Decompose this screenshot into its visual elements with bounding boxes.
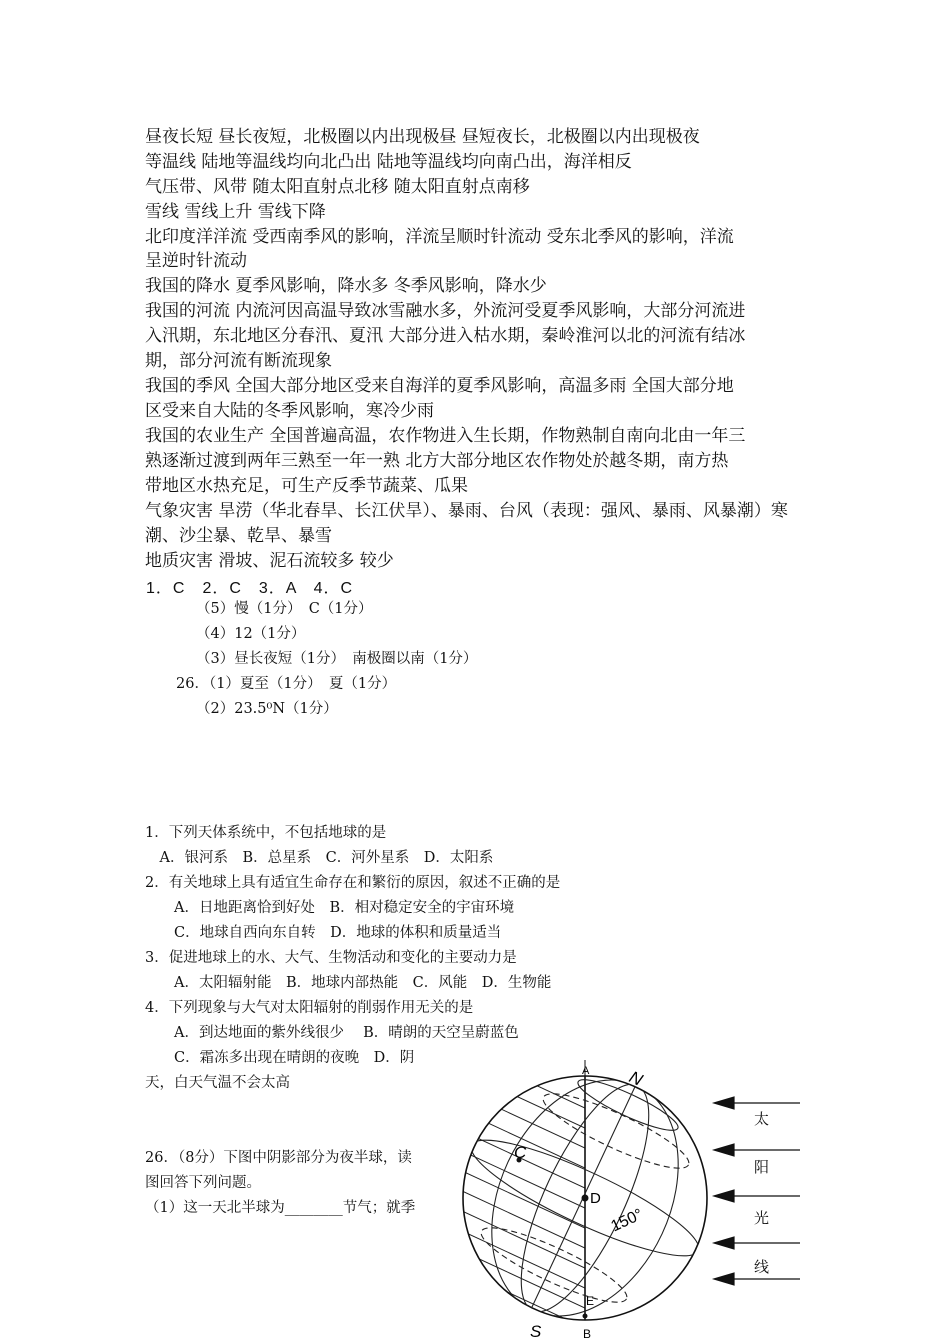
mc-answers: 1．C 2．C 3．A 4．C (146, 580, 354, 597)
label-a: A (582, 1065, 590, 1077)
question-line: 2．有关地球上具有适宜生命存在和繁衍的原因，叙述不正确的是 (145, 875, 561, 891)
question-line: C．霜冻多出现在晴朗的夜晚 D．阴 (145, 1050, 415, 1066)
sunlight-char: 线 (754, 1258, 770, 1276)
summary-line: 我国的降水 夏季风影响，降水多 冬季风影响，降水少 (145, 276, 547, 296)
label-n: N (626, 1067, 646, 1090)
answer-line: （4）12（1分） (196, 626, 306, 642)
label-s: S (530, 1322, 542, 1341)
summary-line: 地质灾害 滑坡、泥石流较多 较少 (145, 551, 394, 571)
night-hemisphere-hatching (460, 1060, 600, 1344)
question-line: C．地球自西向东自转 D．地球的体积和质量适当 (145, 925, 502, 941)
summary-line: 带地区水热充足，可生产反季节蔬菜、瓜果 (145, 476, 468, 496)
answer-line: （5）慢（1分） C（1分） (196, 601, 373, 617)
summary-line: 我国的河流 内流河因高温导致冰雪融水多，外流河受夏季风影响，大部分河流进 (145, 301, 746, 321)
question-line: 3．促进地球上的水、大气、生物活动和变化的主要动力是 (145, 950, 517, 966)
summary-line: 北印度洋洋流 受西南季风的影响，洋流呈顺时针流动 受东北季风的影响，洋流 (145, 227, 734, 247)
earth-illumination-diagram (455, 1060, 815, 1344)
summary-line: 入汛期，东北地区分春汛、夏汛 大部分进入枯水期，秦岭淮河以北的河流有结冰 (145, 326, 746, 346)
label-c: C (514, 1143, 527, 1162)
summary-line: 气压带、风带 随太阳直射点北移 随太阳直射点南移 (145, 177, 530, 197)
label-b: B (583, 1327, 592, 1341)
answer-line: （2）23.5⁰N（1分） (196, 701, 338, 717)
summary-line: 熟逐渐过渡到两年三熟至一年一熟 北方大部分地区农作物处於越冬期，南方热 (145, 451, 729, 471)
label-d: D (590, 1190, 601, 1207)
summary-line: 等温线 陆地等温线均向北凸出 陆地等温线均向南凸出，海洋相反 (145, 152, 632, 172)
sunlight-char: 光 (754, 1209, 770, 1227)
question-line: A．银河系 B．总星系 C．河外星系 D．太阳系 (145, 850, 494, 866)
sunlight-char: 太 (754, 1110, 770, 1128)
summary-line: 雪线 雪线上升 雪线下降 (145, 202, 326, 222)
summary-line: 区受来自大陆的冬季风影响，寒冷少雨 (145, 401, 434, 421)
label-e: E (586, 1294, 595, 1308)
question-line: A．太阳辐射能 B．地球内部热能 C．风能 D．生物能 (145, 975, 552, 991)
sunlight-char: 阳 (754, 1158, 770, 1176)
question-line: A．到达地面的紫外线很少 B．晴朗的天空呈蔚蓝色 (145, 1025, 519, 1041)
summary-line: 潮、沙尘暴、乾旱、暴雪 (145, 526, 332, 546)
answer-line: （3）昼长夜短（1分） 南极圈以南（1分） (196, 651, 478, 667)
answer-line: 26．（1）夏至（1分） 夏（1分） (176, 676, 397, 692)
summary-line: 期，部分河流有断流现象 (145, 351, 332, 371)
summary-line: 气象灾害 旱涝（华北春旱、长江伏旱）、暴雨、台风（表现：强风、暴雨、风暴潮）寒 (145, 501, 788, 521)
q26-line: 26．（8分）下图中阴影部分为夜半球，读 (145, 1150, 412, 1166)
summary-line: 我国的季风 全国大部分地区受来自海洋的夏季风影响，高温多雨 全国大部分地 (145, 376, 734, 396)
summary-line: 昼夜长短 昼长夜短，北极圈以内出现极昼 昼短夜长，北极圈以内出现极夜 (145, 127, 700, 147)
q26-line: 图回答下列问题。 (145, 1175, 261, 1191)
question-line: 天，白天气温不会太高 (145, 1075, 290, 1091)
q26-line: （1）这一天北半球为________节气；就季 (145, 1200, 416, 1216)
question-line: 4．下列现象与大气对太阳辐射的削弱作用无关的是 (145, 1000, 474, 1016)
label-150: 150° (608, 1206, 646, 1236)
question-line: A．日地距离恰到好处 B．相对稳定安全的宇宙环境 (145, 900, 515, 916)
question-line: 1．下列天体系统中，不包括地球的是 (145, 825, 387, 841)
summary-line: 我国的农业生产 全国普遍高温，农作物进入生长期，作物熟制自南向北由一年三 (145, 426, 746, 446)
summary-line: 呈逆时针流动 (145, 251, 247, 271)
